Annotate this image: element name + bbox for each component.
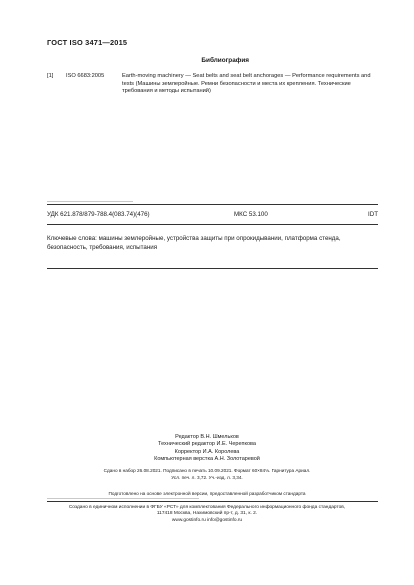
footer-divider — [47, 501, 378, 502]
bibliography-entry-standard: ISO 6683:2005 — [66, 73, 105, 79]
idt-label: IDT — [368, 211, 378, 218]
credit-tech-editor: Технический редактор И.Е. Черепкова — [158, 441, 256, 448]
publisher-line-2: 117418 Москва, Нахимовский пр-т, д. 31, к. 2. — [156, 511, 258, 517]
print-details-line-2: Усл. печ. л. 3,72. Уч.-изд. л. 3,34. — [171, 474, 243, 480]
credit-proofreader: Корректор И.А. Королева — [174, 448, 240, 455]
publisher-line-3: www.gostinfo.ru info@gostinfo.ru — [171, 517, 243, 523]
bibliography-entry-text: Earth-moving machinery — Seat belts and seat belt anchorages — Performance requirements and tests (Машины землеройные. Ремни безопасности и места их крепления. Технические требования и методы испытаний) — [122, 73, 371, 94]
prepared-note: Подготовлено на основе электронной версии, предоставленной разработчиком стандарта — [108, 491, 306, 496]
keywords-divider — [47, 268, 378, 269]
bibliography-title-text: Библиография — [201, 57, 249, 64]
footer-short-divider — [47, 498, 199, 499]
udc-code: УДК 621.878/879-788.4(083.74)(476) — [47, 211, 150, 218]
publisher-line-1: Создано в единичном исполнении в ФГБУ «РСТ» для комплектования Федерального информационного фонда стандартов, — [68, 505, 346, 510]
classification-top-divider — [47, 204, 378, 205]
classification-bottom-divider — [47, 224, 378, 225]
publisher-info — [0, 505, 414, 524]
mks-code: МКС 53.100 — [234, 211, 268, 218]
credit-layout: Компьютерная верстка А.Н. Золотаревой — [154, 456, 260, 463]
bibliography-entry-number: [1] — [47, 73, 54, 79]
standard-code-header: ГОСТ ISO 3471—2015 — [47, 38, 128, 47]
editorial-credits — [0, 434, 414, 464]
short-divider — [47, 201, 133, 202]
print-details — [0, 468, 414, 481]
credit-editor: Редактор В.Н. Шмельков — [175, 434, 239, 440]
bibliography-title — [47, 57, 367, 64]
print-details-line-1: Сдано в набор 26.08.2021. Подписано в печать 10.09.2021. Формат 60×84⅛. Гарнитура Ариал. — [103, 468, 311, 473]
keywords-paragraph: Ключевые слова: машины землеройные, устройства защиты при опрокидывании, платформа стенда, безопасность, требования, испытания — [47, 235, 341, 252]
